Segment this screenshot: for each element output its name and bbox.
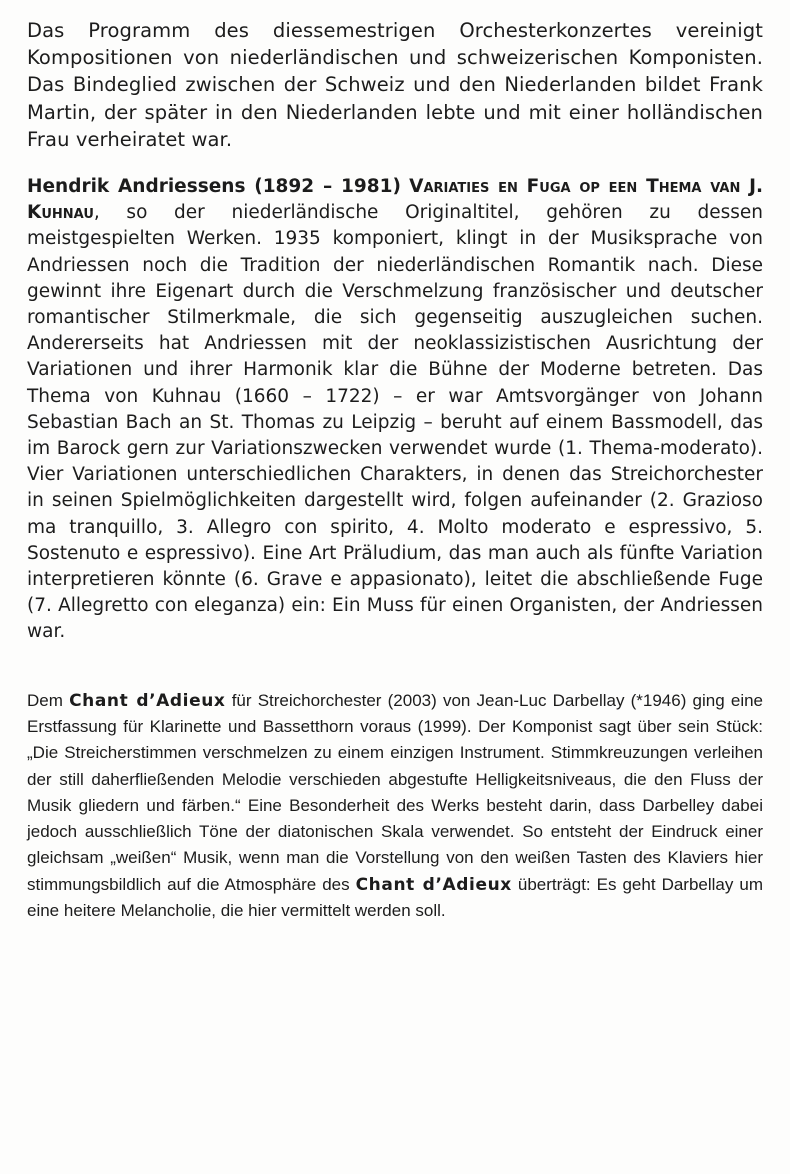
darbellay-lead: Dem: [27, 690, 70, 710]
darbellay-body-first: für Streichorchester (2003) von Jean-Luc Darbellay (*1946) ging eine Erstfassung für Klarinette und Bassetthorn voraus (1999). Der Komponist sagt über sein Stück: „Die Streicherstimmen verschmelzen zu einem einzigen Instrument. Stimmkreuzungen verleihen der still daherfließenden Melodie verschieden abgestufte Helligkeitsniveaus, die den Fluss der Musik gliedern und färben.“ Eine Besonderheit des Werks besteht darin, dass Darbelley dabei jedoch ausschließlich Töne der diatonischen Skala verwendet. So entsteht der Eindruck einer gleichsam „weißen“ Musik, wenn man die Vorstellung von den weißen Tasten des Klaviers hier stimmungsbildlich auf die Atmosphäre des: [27, 690, 764, 894]
darbellay-paragraph: [27, 688, 763, 925]
chant-title-first: Chant d’Adieux: [69, 690, 226, 711]
work-title: Variaties en Fuga op een Thema van J. Kuhnau: [27, 176, 764, 224]
darbellay-body-second: überträgt: Es geht Darbellay um eine heitere Melancholie, die hier vermittelt werden soll.: [27, 874, 763, 921]
intro-paragraph: Das Programm des diessemestrigen Orchesterkonzertes vereinigt Kompositionen von niederländischen und schweizerischen Komponisten. Das Bindeglied zwischen der Schweiz und den Niederlanden bildet Frank Martin, der später in den Niederlanden lebte und mit einer holländischen Frau verheiratet war.: [27, 19, 763, 151]
chant-title-second: Chant d’Adieux: [355, 874, 512, 895]
andriessen-body: , so der niederländische Originaltitel, gehören zu dessen meistgespielten Werken. 1935 komponiert, klingt in der Musiksprache von Andriessen noch die Tradition der niederländischen Romantik nach. Diese gewinnt ihre Eigenart durch die Verschmelzung französischer und deutscher romantischer Stilmerkmale, die sich gegenseitig auszugleichen suchen. Andererseits hat Andriessen mit der neoklassizistischen Ausrichtung der Variationen und ihrer Harmonik klar die Bühne der Moderne betreten. Das Thema von Kuhnau (1660 – 1722) – er war Amtsvorgänger von Johann Sebastian Bach an St. Thomas zu Leipzig – beruht auf einem Bassmodell, das im Barock gern zur Variationszwecken verwendet wurde (1. Thema-moderato). Vier Variationen unterschiedlichen Charakters, in denen das Streichorchester in seinen Spielmöglichkeiten dargestellt wird, folgen aufeinander (2. Grazioso ma tranquillo, 3. Allegro con spirito, 4. Molto moderato e espressivo, 5. Sostenuto e espressivo). Eine Art Präludium, das man auch als fünfte Variation interpretieren könnte (6. Grave e appasionato), leitet die abschließende Fuge (7. Allegretto con eleganza) ein: Ein Muss für einen Organisten, der Andriessen war.: [27, 202, 763, 643]
composer-heading: Hendrik Andriessens (1892 – 1981): [27, 176, 401, 198]
andriessen-paragraph: [27, 174, 763, 646]
